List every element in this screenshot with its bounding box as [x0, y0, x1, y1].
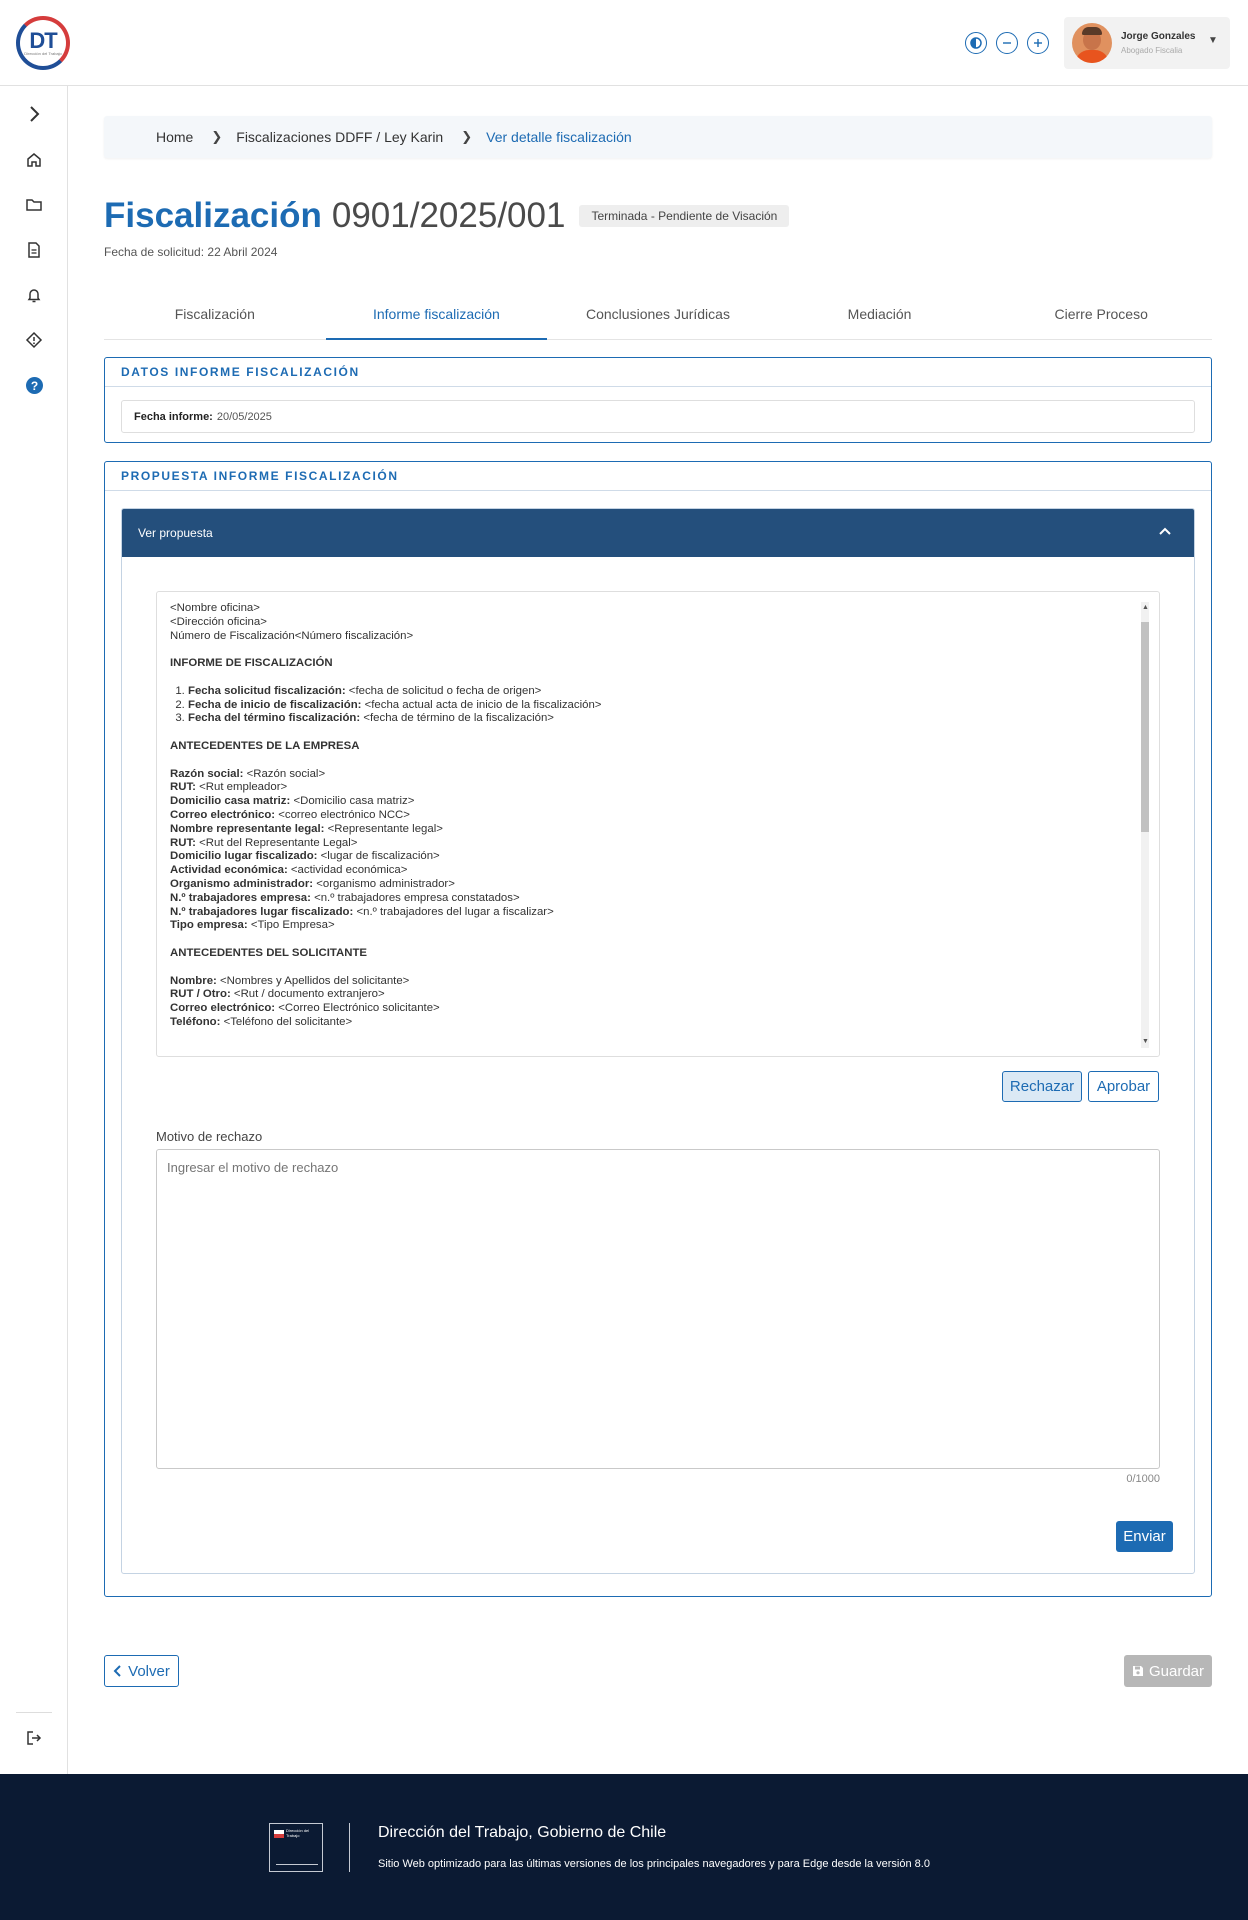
- chevron-right-icon: ❯: [211, 129, 223, 144]
- doc-line: Nombre representante legal: <Representante legal>: [170, 822, 443, 835]
- datos-informe-heading: DATOS INFORME FISCALIZACIÓN: [105, 358, 1211, 387]
- doc-line: Actividad económica: <actividad económica>: [170, 864, 408, 877]
- user-name: Jorge Gonzales: [1121, 31, 1196, 42]
- list-item: 2. Fecha de inicio de fiscalización: <fecha actual acta de inicio de la fiscalización>: [188, 699, 1159, 713]
- user-menu[interactable]: [1064, 17, 1230, 69]
- document-icon[interactable]: [22, 238, 46, 262]
- page-title: [104, 196, 789, 236]
- doc-line: Razón social: <Razón social>: [170, 767, 326, 780]
- status-badge: Terminada - Pendiente de Visación: [579, 205, 789, 227]
- tab-cierre-proceso[interactable]: Cierre Proceso: [1054, 306, 1148, 322]
- doc-line: <Nombre oficina>: [170, 602, 260, 614]
- gov-logo-text: Dirección del Trabajo: [286, 1828, 310, 1838]
- list-item: 1. Fecha solicitud fiscalización: <fecha de solicitud o fecha de origen>: [188, 685, 1159, 699]
- footer: [0, 1774, 1248, 1920]
- enviar-button[interactable]: Enviar: [1116, 1521, 1173, 1552]
- logo-text: DT: [29, 27, 57, 53]
- breadcrumb: [104, 116, 1212, 158]
- chevron-right-icon: ❯: [461, 129, 473, 144]
- home-icon[interactable]: [22, 148, 46, 172]
- motivo-rechazo-label: Motivo de rechazo: [156, 1129, 263, 1144]
- volver-button[interactable]: [104, 1655, 179, 1687]
- doc-line: RUT: <Rut del Representante Legal>: [170, 836, 358, 849]
- footer-divider: [349, 1823, 350, 1872]
- scroll-up-arrow-icon[interactable]: ▲: [1142, 604, 1149, 611]
- fecha-informe-label: Fecha informe:: [134, 410, 213, 423]
- guardar-button[interactable]: [1124, 1655, 1212, 1687]
- list-item: 3. Fecha del término fiscalización: <fecha de término de la fiscalización>: [188, 712, 1159, 726]
- alert-diamond-icon[interactable]: [22, 328, 46, 352]
- help-icon[interactable]: [22, 373, 46, 397]
- fecha-informe-value: 20/05/2025: [216, 410, 272, 423]
- accordion-label: Ver propuesta: [138, 526, 213, 540]
- page-title-prefix: Fiscalización: [104, 196, 322, 235]
- doc-line: RUT: <Rut empleador>: [170, 781, 288, 794]
- volver-label: Volver: [128, 1662, 170, 1680]
- character-counter: 0/1000: [1126, 1473, 1160, 1485]
- doc-line: Domicilio lugar fiscalizado: <lugar de fiscalización>: [170, 850, 440, 863]
- ver-propuesta-accordion: [121, 508, 1195, 1574]
- accordion-header[interactable]: [122, 509, 1194, 557]
- doc-section-title: INFORME DE FISCALIZACIÓN: [170, 657, 333, 670]
- page-title-number: 0901/2025/001: [331, 196, 566, 235]
- footer-subtitle: Sitio Web optimizado para las últimas versiones de los principales navegadores y para Edge desde la versión 8.0: [378, 1858, 930, 1870]
- zoom-out-icon[interactable]: [996, 32, 1018, 54]
- doc-line: N.º trabajadores lugar fiscalizado: <n.º trabajadores del lugar a fiscalizar>: [170, 905, 554, 918]
- doc-line: Nombre: <Nombres y Apellidos del solicitante>: [170, 974, 410, 987]
- logout-icon[interactable]: [22, 1726, 46, 1750]
- avatar: [1072, 23, 1112, 63]
- chevron-up-icon[interactable]: [1158, 524, 1172, 541]
- folder-icon[interactable]: [22, 193, 46, 217]
- doc-line: RUT / Otro: <Rut / documento extranjero>: [170, 988, 385, 1001]
- request-date: Fecha de solicitud: 22 Abril 2024: [104, 245, 278, 259]
- motivo-rechazo-textarea[interactable]: [156, 1149, 1160, 1469]
- doc-line: Teléfono: <Teléfono del solicitante>: [170, 1015, 353, 1028]
- zoom-in-icon[interactable]: [1027, 32, 1049, 54]
- tab-mediacion[interactable]: Mediación: [847, 306, 912, 322]
- user-role: Abogado Fiscalia: [1121, 46, 1183, 55]
- doc-line: Correo electrónico: <Correo Electrónico solicitante>: [170, 1002, 440, 1015]
- doc-line: N.º trabajadores empresa: <n.º trabajadores empresa constatados>: [170, 891, 520, 904]
- footer-title: Dirección del Trabajo, Gobierno de Chile: [378, 1824, 667, 1841]
- datos-informe-panel: [104, 357, 1212, 443]
- propuesta-informe-panel: [104, 461, 1212, 1597]
- expand-chevron-icon[interactable]: [22, 102, 46, 126]
- bell-icon[interactable]: [22, 283, 46, 307]
- tab-fiscalizacion[interactable]: Fiscalización: [174, 306, 255, 322]
- doc-line: Correo electrónico: <correo electrónico NCC>: [170, 808, 410, 821]
- propuesta-heading: PROPUESTA INFORME FISCALIZACIÓN: [105, 462, 1211, 491]
- doc-line: <Dirección oficina>: [170, 615, 267, 628]
- document-scrollbar[interactable]: [1141, 602, 1149, 1048]
- guardar-label: Guardar: [1148, 1662, 1205, 1680]
- save-icon: [1132, 1665, 1144, 1677]
- tab-conclusiones-juridicas[interactable]: Conclusiones Jurídicas: [586, 306, 730, 322]
- logo-subtext: Dirección del Trabajo: [24, 50, 62, 56]
- doc-section-title: ANTECEDENTES DEL SOLICITANTE: [170, 946, 368, 959]
- tabs: [104, 296, 1212, 340]
- tab-informe-fiscalizacion[interactable]: Informe fiscalización: [326, 296, 548, 339]
- scroll-down-arrow-icon[interactable]: ▼: [1142, 1038, 1149, 1045]
- svg-text:?: ?: [30, 378, 38, 393]
- sidebar: [0, 86, 68, 1774]
- chevron-down-icon[interactable]: ▼: [1208, 35, 1218, 46]
- top-header: [0, 0, 1248, 86]
- rechazar-button[interactable]: Rechazar: [1002, 1071, 1082, 1102]
- doc-line: Domicilio casa matriz: <Domicilio casa matriz>: [170, 795, 415, 808]
- scrollbar-thumb[interactable]: [1141, 622, 1149, 832]
- government-logo: [269, 1823, 323, 1872]
- doc-fechas-list: [170, 685, 1159, 726]
- doc-section-title: ANTECEDENTES DE LA EMPRESA: [170, 739, 360, 752]
- aprobar-button[interactable]: Aprobar: [1088, 1071, 1159, 1102]
- breadcrumb-fiscalizaciones[interactable]: Fiscalizaciones DDFF / Ley Karin: [236, 129, 444, 145]
- chevron-left-icon: [113, 1665, 122, 1677]
- doc-line: Número de Fiscalización<Número fiscalización>: [170, 629, 414, 642]
- doc-line: Organismo administrador: <organismo administrador>: [170, 877, 455, 890]
- propuesta-document[interactable]: [156, 591, 1160, 1057]
- sidebar-divider: [16, 1712, 52, 1713]
- doc-line: Tipo empresa: <Tipo Empresa>: [170, 919, 335, 932]
- breadcrumb-current: Ver detalle fiscalización: [486, 129, 632, 145]
- breadcrumb-home[interactable]: Home: [156, 129, 194, 145]
- fecha-informe-field: [121, 400, 1195, 433]
- dt-logo[interactable]: [16, 16, 70, 70]
- contrast-icon[interactable]: [965, 32, 987, 54]
